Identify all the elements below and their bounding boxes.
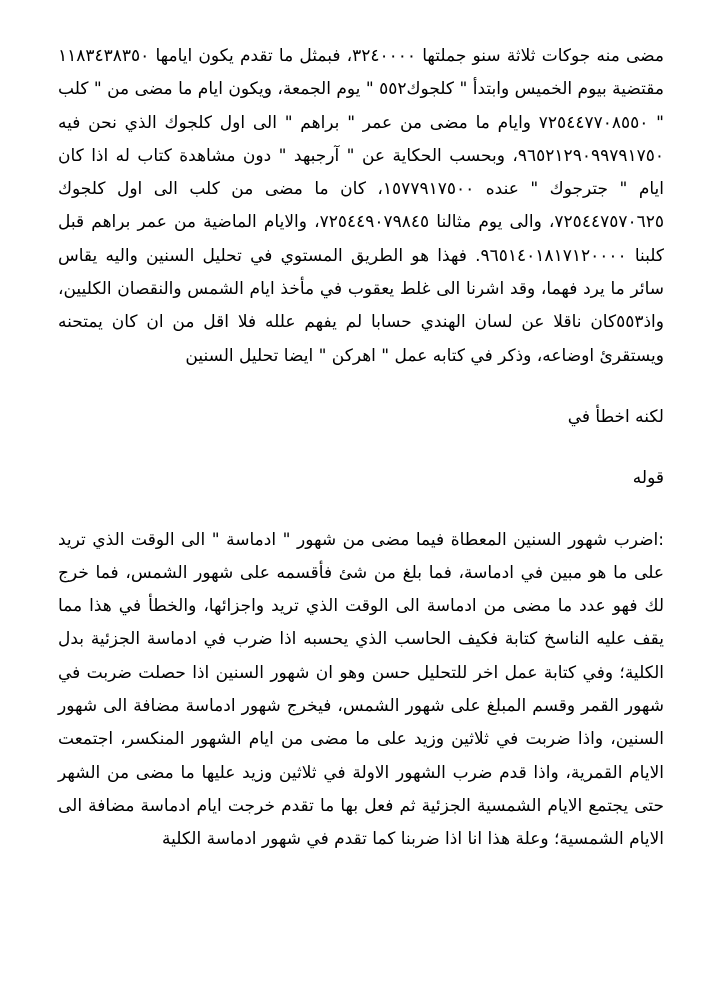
paragraph-main: مضى منه جوكات ثلاثة سنو جملتها ٣٢٤٠٠٠٠، فبمثل ما تقدم يكون ايامها ١١٨٣٤٣٨٣٥٠ مقتضية بيوم الخميس وابتدأ " كلجوك٥٥٢ " يوم الجمعة، ويكون ايام ما مضى من " كلب " ٧٢٥٤٤٧٧٠٨٥٥٠ وايام ما مضى من عمر " براهم " الى اول كلجوك الذي نحن فيه ٩٦٥٢١٢٩٠٩٩٧٩١٧٥٠، وبحسب الحكاية عن " آرجبهد " دون مشاهدة كتاب له اذا كان ايام " جترجوك " عنده ١٥٧٧٩١٧٥٠٠، كان ما مضى من كلب الى اول كلجوك ٧٢٥٤٤٧٥٧٠٦٢٥، والى يوم مثالنا ٧٢٥٤٤٩٠٧٩٨٤٥، والايام الماضية من عمر براهم قبل كلبنا ٩٦٥١٤٠١٨١٧١٢٠٠٠٠. فهذا هو الطريق المستوي في تحليل السنين واليه يقاس سائر ما يرد فهما، وقد اشرنا الى غلط يعقوب في مأخذ ايام الشمس والنقصان الكليين، واذ٥٥٣كان ناقلا عن لسان الهندي حسابا لم يفهم علله فلا اقل من ان كان يمتحنه ويستقرئ اوضاعه، وذكر في كتابه عمل " اهركن " ايضا تحليل السنين [58, 46, 664, 366]
paragraph-short-2: قوله [632, 468, 664, 489]
paragraph-short-1: لكنه اخطأ في [567, 406, 664, 427]
paragraph-gap [58, 496, 664, 524]
paragraph-quote: :اضرب شهور السنين المعطاة فيما مضى من شهور " ادماسة " الى الوقت الذي تريد على ما هو مبين في ادماسة، فما بلغ من شئ فأقسمه على شهور الشمس، فما خرج لك فهو عدد ما مضى من ادماسة الى الوقت الذي تريد واجزائها، والخطأ في هذا مما يقف عليه الناسخ كتابة فكيف الحاسب الذي يحسبه اذا ضرب في ادماسة الجزئية بدل الكلية؛ وفي كتابة عمل اخر للتحليل حسن وهو ان شهور السنين اذا حصلت ضربت في شهور القمر وقسم المبلغ على شهور الشمس، فيخرج شهور ادماسة مضافة الى شهور السنين، واذا ضربت في ثلاثين وزيد على ما مضى من ايام الشهور المنكسر، اجتمعت الايام القمرية، واذا قدم ضرب الشهور الاولة في ثلاثين وزيد عليها ما مضى من الشهر حتى يجتمع الايام الشمسية الجزئية ثم فعل بها ما تقدم خرجت ايام ادماسة مضافة الى الايام الشمسية؛ وعلة هذا انا اذا ضربنا كما تقدم في شهور ادماسة الكلية [58, 529, 664, 850]
paragraph-gap [58, 434, 664, 462]
document-page [58, 40, 664, 857]
paragraph-gap [58, 373, 664, 401]
